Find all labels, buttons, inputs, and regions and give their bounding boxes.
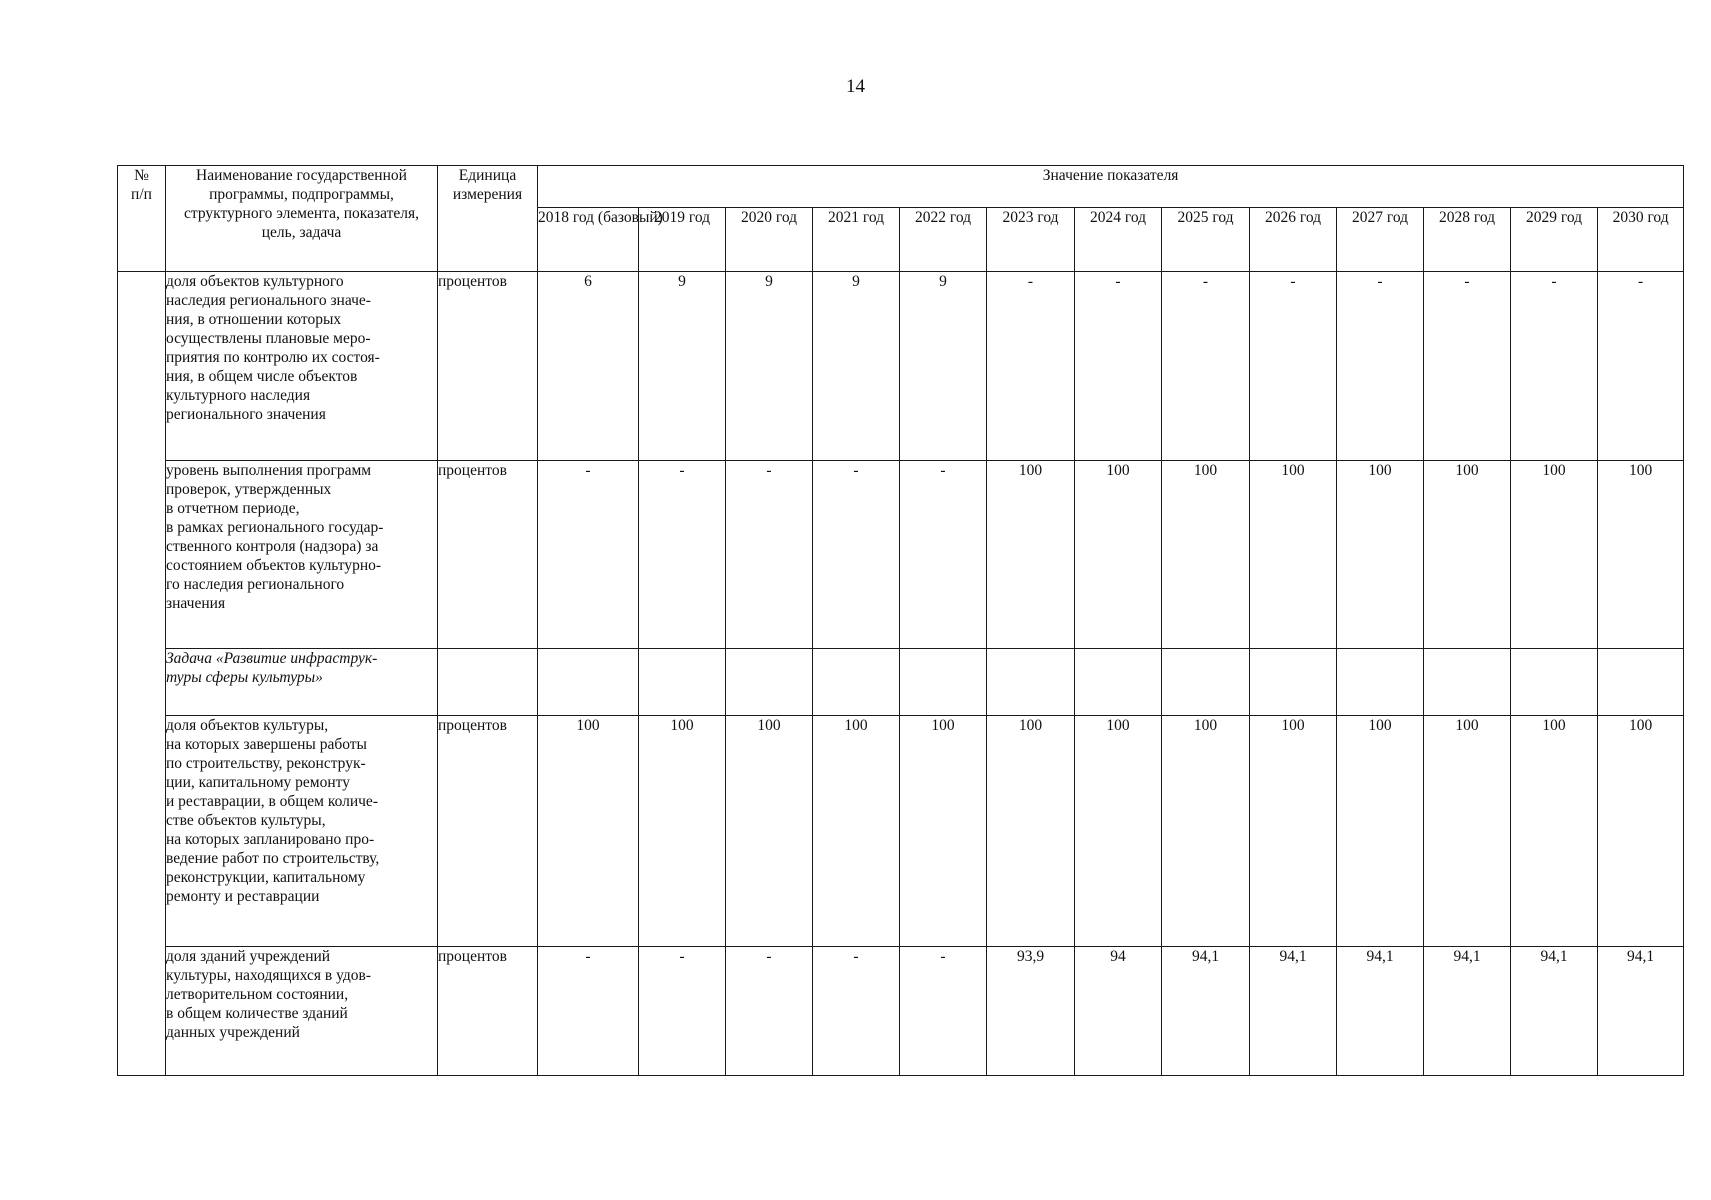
header-year: 2023 год bbox=[987, 208, 1075, 272]
value-cell: - bbox=[639, 461, 726, 649]
value-cell: 9 bbox=[900, 272, 987, 461]
header-year: 2020 год bbox=[726, 208, 813, 272]
header-year: 2025 год bbox=[1162, 208, 1250, 272]
value-cell: - bbox=[1424, 272, 1511, 461]
indicators-table bbox=[117, 165, 1684, 1076]
header-year: 2018 год (базовый) bbox=[538, 208, 639, 272]
value-cell: 100 bbox=[1337, 716, 1424, 947]
value-cell: - bbox=[639, 947, 726, 1076]
value-cell: - bbox=[538, 461, 639, 649]
indicator-name: доля зданий учреждений культуры, находящихся в удов- летворительном состоянии, в общем количестве зданий данных учреждений bbox=[166, 947, 438, 1076]
value-cell: 100 bbox=[1598, 461, 1684, 649]
value-cell bbox=[900, 649, 987, 716]
value-cell: - bbox=[987, 272, 1075, 461]
value-cell bbox=[726, 649, 813, 716]
header-name: Наименование государственной программы, подпрограммы, структурного элемента, показателя, цель, задача bbox=[166, 166, 438, 272]
value-cell: - bbox=[1337, 272, 1424, 461]
row-number-cell bbox=[118, 272, 166, 1076]
value-cell: 100 bbox=[1424, 716, 1511, 947]
header-year: 2026 год bbox=[1250, 208, 1337, 272]
indicator-name: доля объектов культурного наследия регионального значе- ния, в отношении которых осуществлены плановые меро- приятия по контролю их состоя- ния, в общем числе объектов культурного наследия регионального значения bbox=[166, 272, 438, 461]
value-cell: - bbox=[726, 947, 813, 1076]
value-cell: 100 bbox=[987, 716, 1075, 947]
value-cell: 100 bbox=[1162, 461, 1250, 649]
value-cell: 94,1 bbox=[1424, 947, 1511, 1076]
header-year: 2030 год bbox=[1598, 208, 1684, 272]
value-cell: 94 bbox=[1075, 947, 1162, 1076]
value-cell: 100 bbox=[1250, 461, 1337, 649]
value-cell: - bbox=[900, 461, 987, 649]
value-cell: 94,1 bbox=[1598, 947, 1684, 1076]
header-unit: Единица измерения bbox=[438, 166, 538, 272]
header-year: 2028 год bbox=[1424, 208, 1511, 272]
value-cell: 100 bbox=[813, 716, 900, 947]
value-cell bbox=[1424, 649, 1511, 716]
indicator-name: уровень выполнения программ проверок, утвержденных в отчетном периоде, в рамках регионального государ- ственного контроля (надзора) за состоянием объектов культурно- го наследия регионального значения bbox=[166, 461, 438, 649]
header-year: 2027 год bbox=[1337, 208, 1424, 272]
value-cell: 100 bbox=[1250, 716, 1337, 947]
value-cell: 9 bbox=[813, 272, 900, 461]
value-cell: - bbox=[1075, 272, 1162, 461]
table-row bbox=[118, 272, 1684, 461]
value-cell bbox=[1337, 649, 1424, 716]
page-number: 14 bbox=[846, 76, 865, 97]
value-cell: 100 bbox=[1337, 461, 1424, 649]
table-row bbox=[118, 716, 1684, 947]
value-cell: 93,9 bbox=[987, 947, 1075, 1076]
value-cell: 100 bbox=[726, 716, 813, 947]
value-cell bbox=[1511, 649, 1598, 716]
value-cell: - bbox=[813, 461, 900, 649]
value-cell: 94,1 bbox=[1511, 947, 1598, 1076]
header-year: 2019 год bbox=[639, 208, 726, 272]
value-cell: 100 bbox=[900, 716, 987, 947]
indicator-name: доля объектов культуры, на которых завершены работы по строительству, реконструк- ции, капитальному ремонту и реставрации, в общем количе- стве объектов культуры, на которых запланировано про- ведение работ по строительству, реконструкции, капитальному ремонту и реставрации bbox=[166, 716, 438, 947]
value-cell: - bbox=[1162, 272, 1250, 461]
value-cell: 94,1 bbox=[1337, 947, 1424, 1076]
value-cell: 9 bbox=[726, 272, 813, 461]
indicator-unit: процентов bbox=[438, 272, 538, 461]
value-cell: 100 bbox=[1162, 716, 1250, 947]
value-cell: 6 bbox=[538, 272, 639, 461]
value-cell: 100 bbox=[1598, 716, 1684, 947]
header-year: 2021 год bbox=[813, 208, 900, 272]
value-cell: - bbox=[538, 947, 639, 1076]
value-cell: 100 bbox=[1511, 461, 1598, 649]
header-year: 2029 год bbox=[1511, 208, 1598, 272]
value-cell bbox=[1250, 649, 1337, 716]
value-cell bbox=[813, 649, 900, 716]
value-cell bbox=[1162, 649, 1250, 716]
value-cell: 100 bbox=[639, 716, 726, 947]
value-cell: 94,1 bbox=[1162, 947, 1250, 1076]
indicator-unit bbox=[438, 649, 538, 716]
value-cell: - bbox=[1511, 272, 1598, 461]
value-cell: - bbox=[1598, 272, 1684, 461]
value-cell bbox=[987, 649, 1075, 716]
value-cell bbox=[639, 649, 726, 716]
value-cell: - bbox=[813, 947, 900, 1076]
value-cell: - bbox=[900, 947, 987, 1076]
header-value-group: Значение показателя bbox=[538, 166, 1684, 208]
table-row bbox=[118, 947, 1684, 1076]
value-cell: 100 bbox=[987, 461, 1075, 649]
value-cell: - bbox=[726, 461, 813, 649]
indicator-unit: процентов bbox=[438, 461, 538, 649]
task-title: Задача «Развитие инфраструк- туры сферы культуры» bbox=[166, 649, 438, 716]
value-cell bbox=[1598, 649, 1684, 716]
value-cell: 100 bbox=[1424, 461, 1511, 649]
table-row bbox=[118, 461, 1684, 649]
header-num: № п/п bbox=[118, 166, 166, 272]
header-row-1 bbox=[118, 166, 1684, 208]
value-cell: 100 bbox=[1511, 716, 1598, 947]
indicator-unit: процентов bbox=[438, 947, 538, 1076]
value-cell: 100 bbox=[538, 716, 639, 947]
header-year: 2024 год bbox=[1075, 208, 1162, 272]
task-row bbox=[118, 649, 1684, 716]
value-cell: 94,1 bbox=[1250, 947, 1337, 1076]
value-cell: 100 bbox=[1075, 716, 1162, 947]
value-cell: 9 bbox=[639, 272, 726, 461]
indicator-unit: процентов bbox=[438, 716, 538, 947]
value-cell: 100 bbox=[1075, 461, 1162, 649]
value-cell: - bbox=[1250, 272, 1337, 461]
value-cell bbox=[1075, 649, 1162, 716]
value-cell bbox=[538, 649, 639, 716]
header-year: 2022 год bbox=[900, 208, 987, 272]
